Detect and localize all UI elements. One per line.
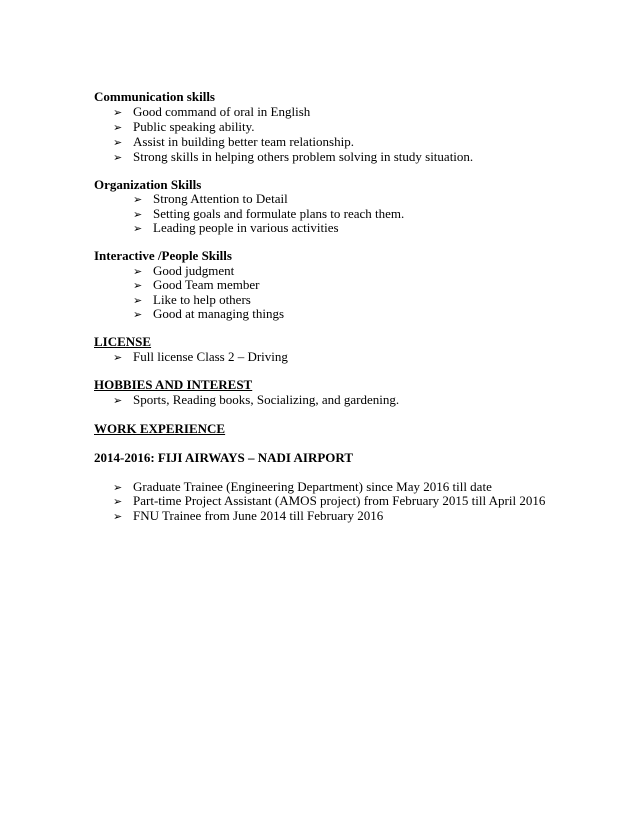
list-item: ➢ Leading people in various activities: [133, 220, 339, 235]
arrow-bullet-icon: ➢: [113, 352, 123, 364]
list-item: ➢ Part-time Project Assistant (AMOS project) from February 2015 till April 2016: [113, 493, 546, 508]
arrow-bullet-icon: ➢: [133, 309, 143, 321]
list-item: ➢ Good command of oral in English: [113, 104, 311, 119]
arrow-bullet-icon: ➢: [133, 295, 143, 307]
arrow-bullet-icon: ➢: [113, 511, 123, 523]
license-heading: LICENSE: [94, 334, 152, 349]
organization-skills-heading: Organization Skills: [94, 177, 202, 192]
work-experience-heading: WORK EXPERIENCE: [94, 421, 226, 436]
list-item: ➢ Setting goals and formulate plans to reach them.: [133, 206, 405, 221]
list-item: ➢ Assist in building better team relationship.: [113, 134, 354, 149]
arrow-bullet-icon: ➢: [113, 482, 123, 494]
arrow-bullet-icon: ➢: [113, 496, 123, 508]
list-item: ➢ Full license Class 2 – Driving: [113, 349, 288, 364]
arrow-bullet-icon: ➢: [113, 107, 123, 119]
list-item: ➢ Good at managing things: [133, 306, 285, 321]
arrow-bullet-icon: ➢: [133, 209, 143, 221]
job-title: 2014-2016: FIJI AIRWAYS – NADI AIRPORT: [94, 450, 353, 465]
arrow-bullet-icon: ➢: [133, 223, 143, 235]
list-item: ➢ Good judgment: [133, 263, 235, 278]
list-item: ➢ Good Team member: [133, 277, 260, 292]
arrow-bullet-icon: ➢: [133, 266, 143, 278]
list-item: ➢ FNU Trainee from June 2014 till February 2016: [113, 508, 384, 523]
list-item: ➢ Sports, Reading books, Socializing, and gardening.: [113, 392, 400, 407]
list-item: ➢ Strong skills in helping others problem solving in study situation.: [113, 149, 474, 164]
list-item: ➢ Strong Attention to Detail: [133, 191, 288, 206]
arrow-bullet-icon: ➢: [113, 395, 123, 407]
arrow-bullet-icon: ➢: [133, 280, 143, 292]
arrow-bullet-icon: ➢: [113, 152, 123, 164]
list-item: ➢ Graduate Trainee (Engineering Department) since May 2016 till date: [113, 479, 492, 494]
list-item: ➢ Public speaking ability.: [113, 119, 255, 134]
interactive-people-skills-heading: Interactive /People Skills: [94, 248, 232, 263]
communication-skills-heading: Communication skills: [94, 89, 215, 104]
arrow-bullet-icon: ➢: [113, 122, 123, 134]
arrow-bullet-icon: ➢: [133, 194, 143, 206]
list-item: ➢ Like to help others: [133, 292, 251, 307]
hobbies-heading: HOBBIES AND INTEREST: [94, 377, 253, 392]
arrow-bullet-icon: ➢: [113, 137, 123, 149]
